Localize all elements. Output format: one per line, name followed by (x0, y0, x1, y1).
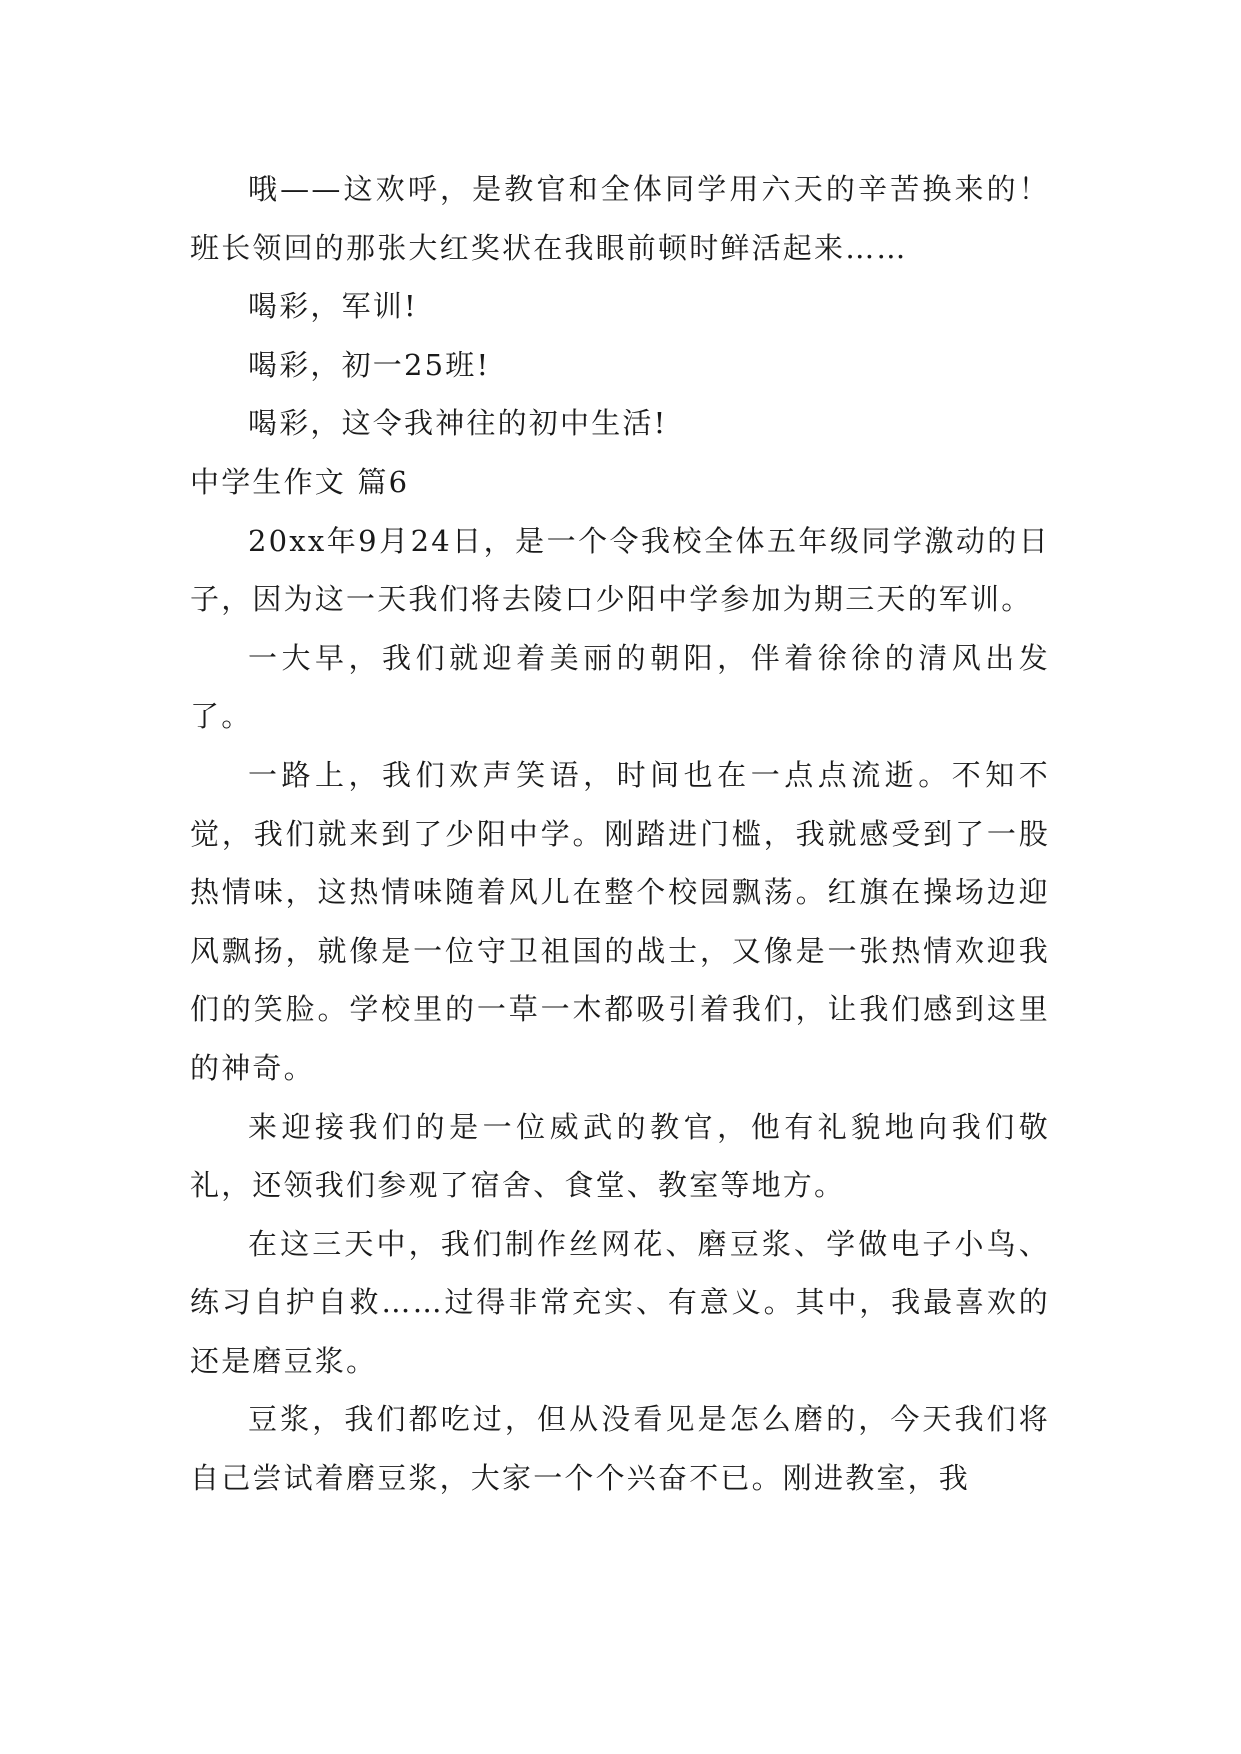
paragraph: 来迎接我们的是一位威武的教官，他有礼貌地向我们敬礼，还领我们参观了宿舍、食堂、教室等地方。 (190, 1109, 1050, 1203)
paragraph: 豆浆，我们都吃过，但从没看见是怎么磨的，今天我们将自己尝试着磨豆浆，大家一个个兴奋不已。刚进教室，我 (190, 1402, 1050, 1496)
paragraph: 在这三天中，我们制作丝网花、磨豆浆、学做电子小鸟、练习自护自救……过得非常充实、有意义。其中，我最喜欢的还是磨豆浆。 (190, 1226, 1050, 1378)
paragraph: 20xx年9月24日，是一个令我校全体五年级同学激动的日子，因为这一天我们将去陵口少阳中学参加为期三天的军训。 (190, 523, 1050, 617)
document-body (190, 160, 1050, 1508)
paragraph: 一大早，我们就迎着美丽的朝阳，伴着徐徐的清风出发了。 (190, 640, 1050, 734)
paragraph: 一路上，我们欢声笑语，时间也在一点点流逝。不知不觉，我们就来到了少阳中学。刚踏进门槛，我就感受到了一股热情味，这热情味随着风儿在整个校园飘荡。红旗在操场边迎风飘扬，就像是一位守卫祖国的战士，又像是一张热情欢迎我们的笑脸。学校里的一草一木都吸引着我们，让我们感到这里的神奇。 (190, 757, 1050, 1085)
paragraph: 哦——这欢呼，是教官和全体同学用六天的辛苦换来的！班长领回的那张大红奖状在我眼前顿时鲜活起来…… (190, 172, 1050, 265)
paragraph: 喝彩，这令我神往的初中生活! (248, 406, 668, 441)
section-heading: 中学生作文 篇6 (190, 464, 410, 499)
paragraph: 喝彩，军训! (248, 289, 418, 324)
paragraph: 喝彩，初一25班! (248, 347, 491, 382)
